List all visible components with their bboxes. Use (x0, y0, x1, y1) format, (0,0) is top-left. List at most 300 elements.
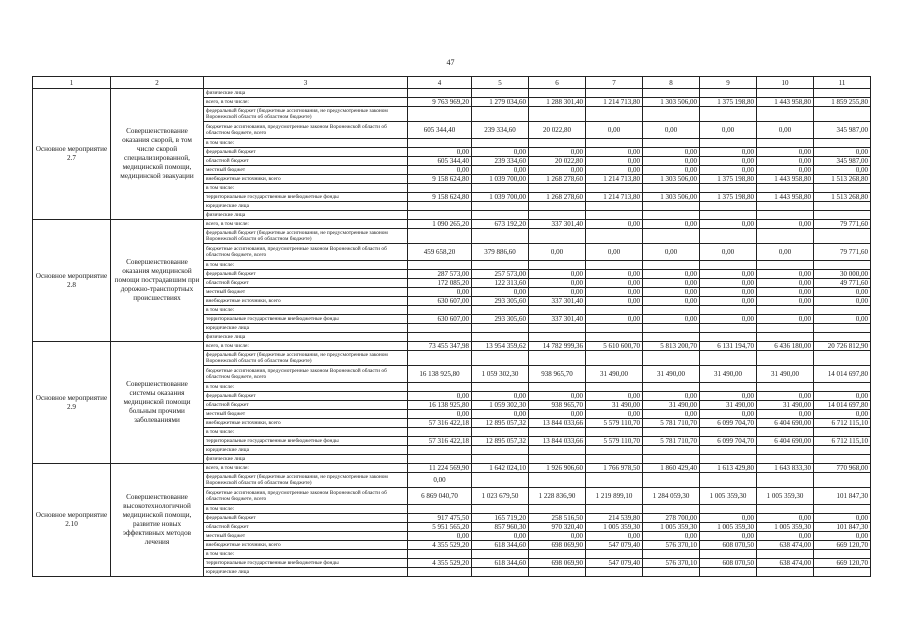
amount-cell (472, 229, 529, 244)
amount-cell (757, 505, 814, 514)
amount-cell (700, 202, 757, 211)
amount-cell (700, 229, 757, 244)
amount-cell (472, 446, 529, 455)
amount-cell: 0,00 (529, 279, 586, 288)
amount-cell: 12 895 057,32 (472, 419, 529, 428)
funding-source-cell: бюджетные ассигнования, предусмотренные законом Воронежской области об областном бюджете, всего (204, 244, 408, 261)
amount-cell (408, 184, 472, 193)
amount-cell: 345 987,00 (814, 122, 871, 139)
measure-title-cell: Совершенствование системы оказания медицинской помощи больным прочими заболеваниями (111, 342, 204, 464)
amount-cell (757, 324, 814, 333)
amount-cell: 0,00 (586, 166, 643, 175)
amount-cell (700, 473, 757, 488)
amount-cell: 0,00 (643, 315, 700, 324)
amount-cell: 293 305,60 (472, 297, 529, 306)
measure-title-cell: Совершенствование оказания медицинской помощи пострадавшим при дорожно-транспортных происшествиях (111, 220, 204, 342)
funding-source-cell: федеральный бюджет (204, 392, 408, 401)
header-cell: 11 (814, 77, 871, 89)
amount-cell: 5 610 600,70 (586, 342, 643, 351)
amount-cell (643, 107, 700, 122)
amount-cell: 0,00 (700, 122, 757, 139)
amount-cell: 0,00 (643, 166, 700, 175)
amount-cell: 0,00 (700, 288, 757, 297)
measure-title-cell: Совершенствование высокотехнологичной медицинской помощи, развитие новых эффективных методов лечения (111, 464, 204, 577)
amount-cell: 0,00 (586, 220, 643, 229)
measure-name-cell: Основное мероприятие 2.9 (33, 342, 111, 464)
amount-cell: 0,00 (408, 532, 472, 541)
amount-cell (700, 428, 757, 437)
amount-cell: 0,00 (757, 410, 814, 419)
funding-source-cell: федеральный бюджет (204, 514, 408, 523)
amount-cell (408, 211, 472, 220)
amount-cell: 11 224 569,90 (408, 464, 472, 473)
amount-cell (586, 211, 643, 220)
amount-cell: 0,00 (814, 514, 871, 523)
amount-cell (529, 184, 586, 193)
amount-cell: 0,00 (586, 244, 643, 261)
amount-cell: 31 490,00 (643, 366, 700, 383)
amount-cell: 608 070,50 (700, 541, 757, 550)
header-row (33, 77, 871, 89)
amount-cell (586, 229, 643, 244)
amount-cell (586, 107, 643, 122)
amount-cell: 239 334,60 (472, 157, 529, 166)
amount-cell (408, 89, 472, 98)
amount-cell (814, 202, 871, 211)
amount-cell: 618 344,60 (472, 541, 529, 550)
amount-cell (408, 383, 472, 392)
amount-cell: 576 370,10 (643, 541, 700, 550)
amount-cell (529, 306, 586, 315)
amount-cell: 31 490,00 (643, 401, 700, 410)
amount-cell (529, 446, 586, 455)
funding-source-cell: областной бюджет (204, 401, 408, 410)
amount-cell: 638 474,00 (757, 541, 814, 550)
amount-cell: 0,00 (700, 220, 757, 229)
amount-cell (643, 324, 700, 333)
amount-cell (472, 383, 529, 392)
table-row (33, 220, 871, 229)
amount-cell: 0,00 (586, 410, 643, 419)
amount-cell: 938 965,70 (529, 401, 586, 410)
amount-cell: 0,00 (814, 532, 871, 541)
amount-cell (757, 107, 814, 122)
amount-cell: 31 490,00 (700, 366, 757, 383)
amount-cell (814, 324, 871, 333)
amount-cell: 938 965,70 (529, 366, 586, 383)
amount-cell: 5 579 110,70 (586, 419, 643, 428)
amount-cell: 1 375 198,80 (700, 175, 757, 184)
amount-cell: 9 763 969,20 (408, 98, 472, 107)
amount-cell: 1 284 059,30 (643, 488, 700, 505)
amount-cell (586, 333, 643, 342)
amount-cell (586, 202, 643, 211)
funding-source-cell: юридические лица (204, 202, 408, 211)
amount-cell: 1 214 713,80 (586, 98, 643, 107)
amount-cell: 101 847,30 (814, 488, 871, 505)
amount-cell: 1 288 301,40 (529, 98, 586, 107)
amount-cell (529, 202, 586, 211)
amount-cell: 5 781 710,70 (643, 437, 700, 446)
amount-cell (643, 473, 700, 488)
amount-cell: 337 301,40 (529, 315, 586, 324)
amount-cell (643, 446, 700, 455)
amount-cell: 293 305,60 (472, 315, 529, 324)
funding-source-cell: внебюджетные источники, всего (204, 297, 408, 306)
amount-cell: 1 228 836,90 (529, 488, 586, 505)
amount-cell: 0,00 (408, 473, 472, 488)
funding-source-cell: бюджетные ассигнования, предусмотренные законом Воронежской области об областном бюджете, всего (204, 366, 408, 383)
amount-cell: 20 022,80 (529, 157, 586, 166)
amount-cell: 0,00 (586, 288, 643, 297)
amount-cell (529, 351, 586, 366)
amount-cell (700, 211, 757, 220)
amount-cell: 239 334,60 (472, 122, 529, 139)
amount-cell: 1 219 899,10 (586, 488, 643, 505)
amount-cell: 1 268 278,60 (529, 175, 586, 184)
funding-source-cell: местный бюджет (204, 288, 408, 297)
amount-cell: 1 443 958,80 (757, 193, 814, 202)
amount-cell: 0,00 (814, 410, 871, 419)
funding-source-cell: физические лица (204, 89, 408, 98)
amount-cell (643, 568, 700, 577)
amount-cell (408, 351, 472, 366)
amount-cell: 1 375 198,80 (700, 193, 757, 202)
funding-source-cell: всего, в том числе: (204, 342, 408, 351)
amount-cell (586, 455, 643, 464)
funding-source-cell: юридические лица (204, 446, 408, 455)
amount-cell: 857 960,30 (472, 523, 529, 532)
amount-cell: 0,00 (408, 148, 472, 157)
amount-cell (586, 550, 643, 559)
amount-cell: 0,00 (472, 532, 529, 541)
amount-cell: 0,00 (529, 244, 586, 261)
amount-cell: 0,00 (757, 279, 814, 288)
amount-cell: 0,00 (472, 166, 529, 175)
amount-cell: 1 613 429,80 (700, 464, 757, 473)
amount-cell (408, 446, 472, 455)
header-cell: 10 (757, 77, 814, 89)
amount-cell: 0,00 (472, 148, 529, 157)
amount-cell: 12 895 057,32 (472, 437, 529, 446)
amount-cell (529, 139, 586, 148)
amount-cell (586, 261, 643, 270)
amount-cell (643, 351, 700, 366)
amount-cell (586, 568, 643, 577)
amount-cell: 0,00 (814, 148, 871, 157)
amount-cell (643, 428, 700, 437)
amount-cell (814, 333, 871, 342)
funding-source-cell: бюджетные ассигнования, предусмотренные законом Воронежской области об областном бюджете, всего (204, 122, 408, 139)
amount-cell (814, 211, 871, 220)
amount-cell: 770 968,00 (814, 464, 871, 473)
amount-cell: 698 069,90 (529, 559, 586, 568)
amount-cell: 6 099 704,70 (700, 437, 757, 446)
amount-cell (757, 229, 814, 244)
amount-cell (757, 333, 814, 342)
amount-cell: 6 712 115,10 (814, 419, 871, 428)
amount-cell: 30 000,00 (814, 270, 871, 279)
amount-cell: 0,00 (757, 244, 814, 261)
amount-cell (700, 324, 757, 333)
amount-cell: 14 782 999,36 (529, 342, 586, 351)
amount-cell: 0,00 (757, 166, 814, 175)
amount-cell: 1 005 359,30 (757, 523, 814, 532)
amount-cell (529, 89, 586, 98)
funding-source-cell: юридические лица (204, 324, 408, 333)
amount-cell: 257 573,00 (472, 270, 529, 279)
amount-cell: 669 120,70 (814, 541, 871, 550)
page-number: 47 (446, 58, 455, 67)
amount-cell: 970 320,40 (529, 523, 586, 532)
amount-cell (408, 505, 472, 514)
amount-cell: 0,00 (472, 392, 529, 401)
amount-cell: 1 023 679,50 (472, 488, 529, 505)
funding-source-cell: федеральный бюджет (204, 148, 408, 157)
amount-cell: 1 926 906,60 (529, 464, 586, 473)
amount-cell (643, 184, 700, 193)
amount-cell (814, 505, 871, 514)
amount-cell: 0,00 (643, 157, 700, 166)
header-cell: 2 (111, 77, 204, 89)
funding-source-cell: федеральный бюджет (бюджетные ассигнования, не предусмотренные законом Воронежской области об областном бюджете) (204, 473, 408, 488)
amount-cell: 0,00 (586, 157, 643, 166)
funding-source-cell: местный бюджет (204, 410, 408, 419)
funding-source-cell: территориальные государственные внебюджетные фонды (204, 559, 408, 568)
funding-source-cell: областной бюджет (204, 523, 408, 532)
amount-cell (529, 211, 586, 220)
amount-cell: 1 268 278,60 (529, 193, 586, 202)
amount-cell: 0,00 (643, 122, 700, 139)
amount-cell: 0,00 (757, 392, 814, 401)
amount-cell: 214 539,80 (586, 514, 643, 523)
amount-cell (408, 333, 472, 342)
amount-cell: 0,00 (700, 157, 757, 166)
amount-cell: 0,00 (586, 532, 643, 541)
table-body (33, 77, 871, 577)
amount-cell: 459 658,20 (408, 244, 472, 261)
amount-cell: 6 131 194,70 (700, 342, 757, 351)
amount-cell: 1 059 302,30 (472, 366, 529, 383)
funding-source-cell: областной бюджет (204, 157, 408, 166)
amount-cell (586, 446, 643, 455)
amount-cell (586, 505, 643, 514)
funding-source-cell: в том числе: (204, 184, 408, 193)
amount-cell (408, 455, 472, 464)
amount-cell (757, 446, 814, 455)
amount-cell: 0,00 (643, 244, 700, 261)
amount-cell (757, 139, 814, 148)
amount-cell (643, 455, 700, 464)
amount-cell: 0,00 (643, 392, 700, 401)
amount-cell: 1 443 958,80 (757, 175, 814, 184)
amount-cell: 1 643 833,30 (757, 464, 814, 473)
amount-cell: 13 954 359,62 (472, 342, 529, 351)
amount-cell (757, 568, 814, 577)
amount-cell (586, 351, 643, 366)
amount-cell: 0,00 (757, 148, 814, 157)
amount-cell (529, 229, 586, 244)
amount-cell (700, 139, 757, 148)
amount-cell (586, 89, 643, 98)
amount-cell (643, 261, 700, 270)
amount-cell (472, 261, 529, 270)
amount-cell: 5 813 200,70 (643, 342, 700, 351)
funding-source-cell: в том числе: (204, 428, 408, 437)
funding-source-cell: бюджетные ассигнования, предусмотренные законом Воронежской области об областном бюджете, всего (204, 488, 408, 505)
amount-cell (643, 202, 700, 211)
amount-cell (814, 89, 871, 98)
amount-cell: 0,00 (814, 392, 871, 401)
amount-cell (586, 324, 643, 333)
amount-cell: 16 138 925,80 (408, 366, 472, 383)
amount-cell: 1 860 429,40 (643, 464, 700, 473)
amount-cell: 0,00 (757, 270, 814, 279)
amount-cell (757, 211, 814, 220)
amount-cell (700, 351, 757, 366)
amount-cell: 0,00 (408, 392, 472, 401)
funding-source-cell: всего, в том числе: (204, 464, 408, 473)
amount-cell: 605 344,40 (408, 157, 472, 166)
amount-cell: 1 279 034,60 (472, 98, 529, 107)
amount-cell: 0,00 (643, 532, 700, 541)
amount-cell: 0,00 (700, 148, 757, 157)
amount-cell: 0,00 (700, 270, 757, 279)
amount-cell: 13 844 033,66 (529, 437, 586, 446)
amount-cell (529, 550, 586, 559)
amount-cell: 4 355 529,20 (408, 559, 472, 568)
amount-cell (700, 261, 757, 270)
amount-cell (700, 107, 757, 122)
amount-cell (814, 550, 871, 559)
amount-cell: 605 344,40 (408, 122, 472, 139)
amount-cell (408, 202, 472, 211)
amount-cell (814, 455, 871, 464)
amount-cell: 1 443 958,80 (757, 98, 814, 107)
amount-cell: 1 005 359,30 (700, 523, 757, 532)
amount-cell: 0,00 (643, 288, 700, 297)
funding-source-cell: территориальные государственные внебюджетные фонды (204, 193, 408, 202)
amount-cell: 0,00 (586, 315, 643, 324)
amount-cell (814, 229, 871, 244)
amount-cell (529, 383, 586, 392)
amount-cell (643, 333, 700, 342)
measure-title-cell: Совершенствование оказания скорой, в том числе скорой специализированной, медицинской помощи, медицинской эвакуации (111, 89, 204, 220)
amount-cell (700, 505, 757, 514)
amount-cell: 1 090 265,20 (408, 220, 472, 229)
amount-cell: 0,00 (529, 148, 586, 157)
amount-cell: 0,00 (757, 514, 814, 523)
amount-cell: 0,00 (472, 410, 529, 419)
amount-cell (472, 351, 529, 366)
amount-cell: 31 490,00 (700, 401, 757, 410)
amount-cell: 0,00 (757, 315, 814, 324)
amount-cell: 1 059 302,30 (472, 401, 529, 410)
amount-cell (814, 568, 871, 577)
amount-cell (472, 107, 529, 122)
amount-cell (472, 324, 529, 333)
amount-cell: 1 039 700,00 (472, 193, 529, 202)
amount-cell: 172 085,20 (408, 279, 472, 288)
funding-source-cell: в том числе: (204, 306, 408, 315)
amount-cell: 79 771,60 (814, 220, 871, 229)
amount-cell: 547 079,40 (586, 541, 643, 550)
header-cell: 8 (643, 77, 700, 89)
amount-cell (757, 383, 814, 392)
amount-cell (814, 351, 871, 366)
amount-cell: 1 513 268,80 (814, 193, 871, 202)
amount-cell: 1 005 359,30 (643, 523, 700, 532)
amount-cell (529, 107, 586, 122)
funding-source-cell: внебюджетные источники, всего (204, 419, 408, 428)
amount-cell: 698 069,90 (529, 541, 586, 550)
amount-cell: 287 573,00 (408, 270, 472, 279)
amount-cell: 638 474,00 (757, 559, 814, 568)
amount-cell: 379 886,60 (472, 244, 529, 261)
amount-cell: 1 005 359,30 (586, 523, 643, 532)
header-cell: 4 (408, 77, 472, 89)
amount-cell: 73 455 347,98 (408, 342, 472, 351)
amount-cell (643, 505, 700, 514)
amount-cell: 0,00 (408, 166, 472, 175)
amount-cell: 14 014 697,80 (814, 401, 871, 410)
funding-source-cell: территориальные государственные внебюджетные фонды (204, 437, 408, 446)
amount-cell (529, 505, 586, 514)
amount-cell (586, 184, 643, 193)
amount-cell (757, 351, 814, 366)
amount-cell: 31 490,00 (586, 401, 643, 410)
amount-cell (700, 184, 757, 193)
amount-cell: 57 316 422,18 (408, 419, 472, 428)
funding-source-cell: в том числе: (204, 383, 408, 392)
amount-cell (700, 446, 757, 455)
amount-cell: 0,00 (757, 297, 814, 306)
amount-cell: 673 192,20 (472, 220, 529, 229)
amount-cell (408, 229, 472, 244)
amount-cell: 0,00 (700, 410, 757, 419)
amount-cell: 6 712 115,10 (814, 437, 871, 446)
amount-cell (814, 107, 871, 122)
amount-cell: 14 014 697,80 (814, 366, 871, 383)
amount-cell (643, 229, 700, 244)
amount-cell: 0,00 (700, 166, 757, 175)
amount-cell (408, 107, 472, 122)
amount-cell (472, 202, 529, 211)
amount-cell: 0,00 (586, 122, 643, 139)
amount-cell (529, 473, 586, 488)
amount-cell: 0,00 (814, 166, 871, 175)
amount-cell (643, 306, 700, 315)
funding-source-cell: федеральный бюджет (бюджетные ассигнования, не предусмотренные законом Воронежской области об областном бюджете) (204, 351, 408, 366)
amount-cell (408, 550, 472, 559)
amount-cell (814, 383, 871, 392)
amount-cell: 6 099 704,70 (700, 419, 757, 428)
amount-cell: 0,00 (472, 288, 529, 297)
funding-source-cell: внебюджетные источники, всего (204, 175, 408, 184)
amount-cell (586, 139, 643, 148)
amount-cell: 0,00 (700, 532, 757, 541)
funding-source-cell: местный бюджет (204, 166, 408, 175)
amount-cell: 0,00 (586, 270, 643, 279)
amount-cell: 576 370,10 (643, 559, 700, 568)
amount-cell: 1 375 198,80 (700, 98, 757, 107)
amount-cell: 5 579 110,70 (586, 437, 643, 446)
amount-cell: 0,00 (700, 244, 757, 261)
amount-cell: 608 070,50 (700, 559, 757, 568)
amount-cell (472, 89, 529, 98)
amount-cell: 9 158 624,80 (408, 193, 472, 202)
amount-cell: 0,00 (700, 297, 757, 306)
